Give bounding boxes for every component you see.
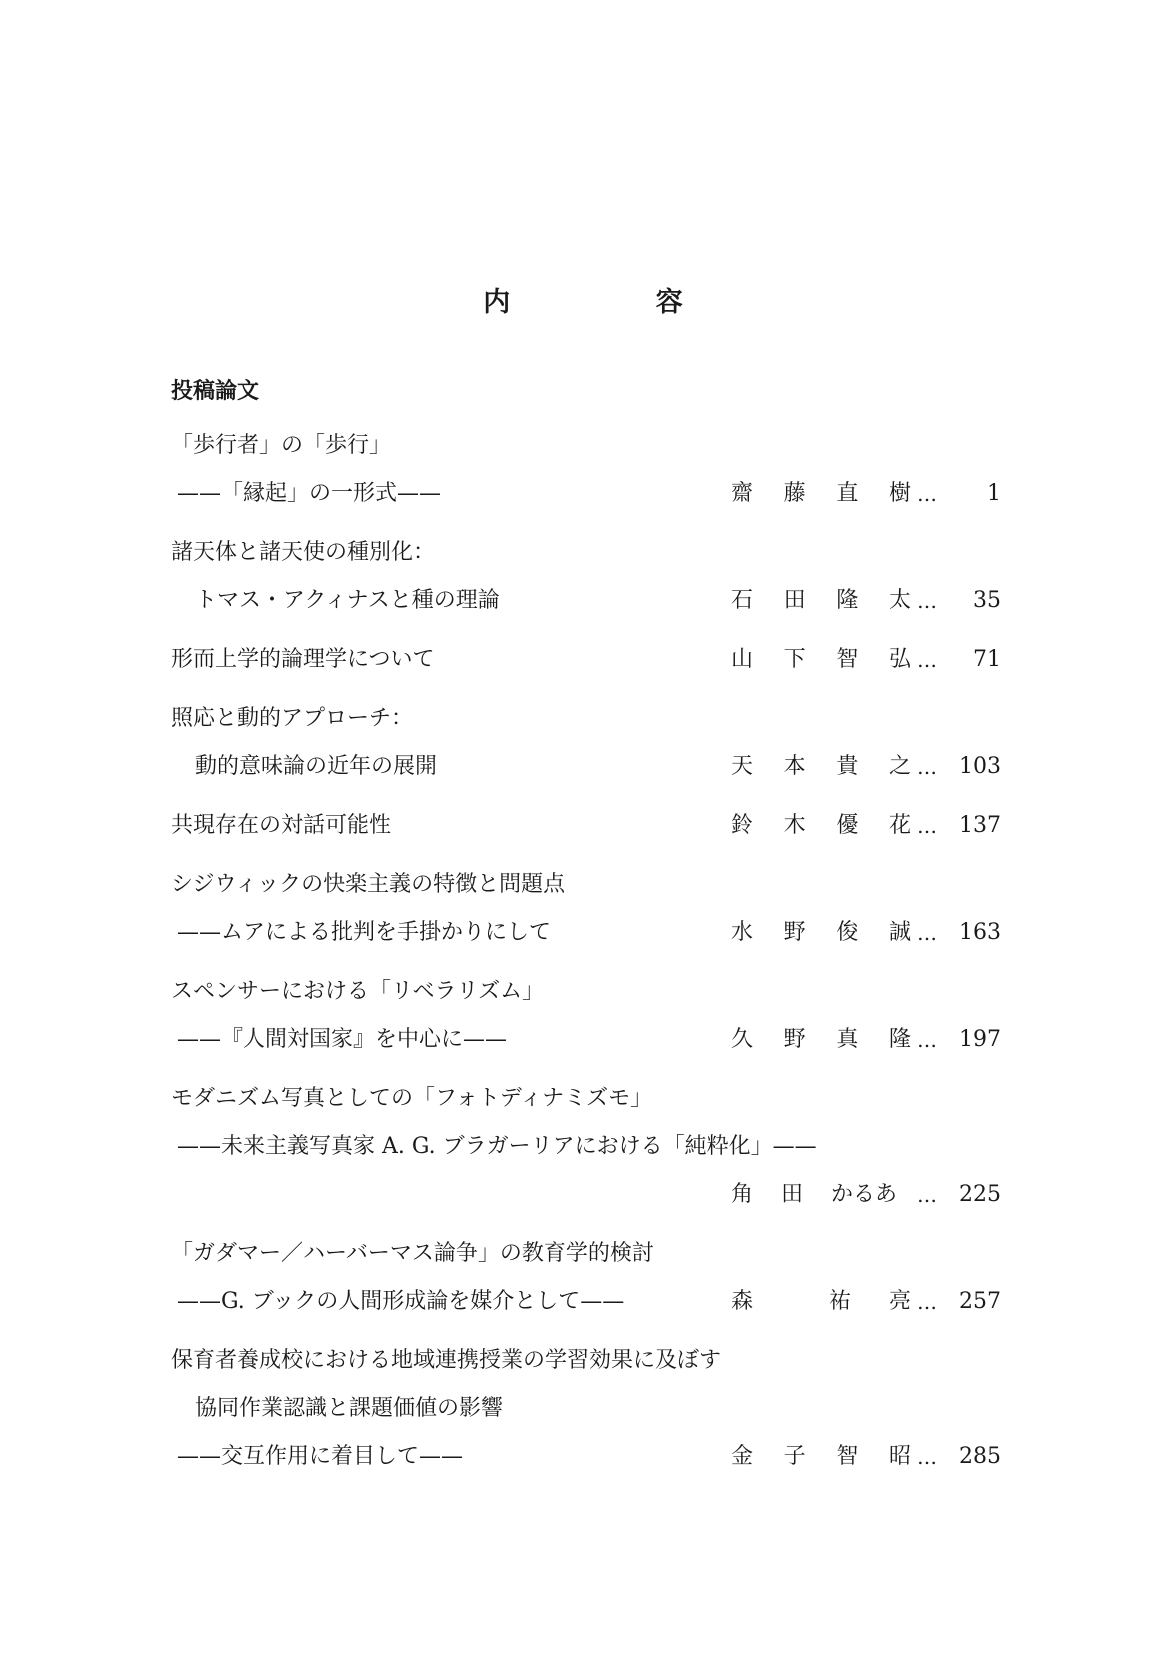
author-char: 智 (836, 1444, 859, 1469)
author-char: 森 (731, 1289, 754, 1314)
entry-text: 照応と動的アプローチ： (171, 706, 414, 731)
author-char: 子 (783, 1444, 806, 1469)
author-char: 貴 (836, 754, 859, 779)
toc-entry (171, 810, 1001, 842)
entry-subtitle-line (171, 1179, 1001, 1211)
author-char: 俊 (836, 920, 859, 945)
author-char: 亮 (888, 1289, 911, 1314)
author-char: 花 (888, 813, 911, 838)
toc-entry (171, 976, 1001, 1056)
toc-entry (171, 1083, 1001, 1211)
entry-subtitle-line (171, 1286, 1001, 1318)
leader-dots: … (917, 1028, 937, 1052)
entry-text: 保育者養成校における地域連携授業の学習効果に及ぼす (171, 1348, 722, 1373)
toc-entry (171, 1345, 1001, 1473)
author-char: 木 (783, 813, 806, 838)
entry-author (731, 810, 911, 842)
author-char: 昭 (888, 1444, 911, 1469)
entry-title-line (171, 976, 1001, 1008)
entry-title-line (171, 430, 1001, 462)
leader-dots: … (917, 1183, 937, 1207)
author-char: 藤 (783, 481, 806, 506)
author-char: 弘 (888, 647, 911, 672)
author-char: 野 (783, 1027, 806, 1052)
entry-author (731, 1441, 911, 1473)
entry-author (731, 751, 911, 783)
author-char: 田 (783, 588, 806, 613)
toc-entry (171, 869, 1001, 949)
entry-subtitle-line (171, 1441, 1001, 1473)
author-char: 本 (783, 754, 806, 779)
author-char: 太 (888, 588, 911, 613)
entry-author (731, 585, 911, 617)
author-char: 之 (888, 754, 911, 779)
entry-author (731, 1179, 911, 1211)
entry-text: ——ムアによる批判を手掛かりにして (177, 920, 552, 945)
page-number: 35 (973, 588, 1001, 613)
author-char: 隆 (836, 588, 859, 613)
author-char: 角 (731, 1182, 754, 1207)
entry-subtitle-line (171, 585, 1001, 617)
entry-subtitle-line (171, 917, 1001, 949)
author-char: 直 (836, 481, 859, 506)
entry-text: ——『人間対国家』を中心に—— (177, 1027, 508, 1052)
author-char: 石 (731, 588, 754, 613)
entry-title-line (171, 869, 1001, 901)
author-char: 樹 (888, 481, 911, 506)
author-char: 天 (731, 754, 754, 779)
entry-subtitle-line (171, 751, 1001, 783)
entry-text: シジウィックの快楽主義の特徴と問題点 (171, 872, 566, 897)
author-char: 誠 (888, 920, 911, 945)
entry-text: ——G. ブックの人間形成論を媒介として—— (177, 1289, 625, 1314)
entry-text: 「歩行者」の「歩行」 (171, 433, 392, 458)
leader-dots: … (917, 921, 937, 945)
entry-text: 形而上学的論理学について (171, 647, 435, 672)
entry-text: 共現存在の対話可能性 (171, 813, 392, 838)
entry-text: ——未来主義写真家 A. G. ブラガーリアにおける「純粋化」—— (177, 1134, 817, 1159)
page-number: 285 (959, 1444, 1001, 1469)
entry-title-line (171, 810, 1001, 842)
author-char: 真 (836, 1027, 859, 1052)
entry-text: ——交互作用に着目して—— (177, 1444, 464, 1469)
toc-entry (171, 430, 1001, 510)
leader-dots: … (917, 648, 937, 672)
author-char: 山 (731, 647, 754, 672)
author-char: 水 (731, 920, 754, 945)
entry-text: ——「縁起」の一形式—— (177, 481, 442, 506)
entry-text: 諸天体と諸天使の種別化： (171, 540, 436, 565)
author-char: 下 (783, 647, 806, 672)
entry-text: 協同作業認識と課題価値の影響 (195, 1396, 504, 1421)
entry-subtitle-line (171, 1131, 1001, 1163)
leader-dots: … (917, 482, 937, 506)
author-char: 齋 (731, 481, 754, 506)
author-char: 智 (836, 647, 859, 672)
page-number: 103 (959, 754, 1001, 779)
entry-author (731, 1024, 911, 1056)
entry-text: モダニズム写真としての「フォトディナミズモ」 (171, 1086, 653, 1111)
author-char: 優 (836, 813, 859, 838)
entry-text: トマス・アクィナスと種の理論 (195, 588, 500, 613)
page-number: 71 (973, 647, 1001, 672)
toc-entry (171, 537, 1001, 617)
leader-dots: … (917, 755, 937, 779)
entry-author (731, 1286, 911, 1318)
section-heading: 投稿論文 (171, 379, 260, 404)
entry-title-line (171, 1345, 1001, 1377)
entry-author (731, 917, 911, 949)
page-number: 257 (959, 1289, 1001, 1314)
page-number: 197 (959, 1027, 1001, 1052)
page-number: 163 (959, 920, 1001, 945)
page-title: 内 容 (483, 287, 751, 318)
entry-title-line (171, 537, 1001, 569)
page-number: 225 (959, 1182, 1001, 1207)
entry-author (731, 644, 911, 676)
author-char: 隆 (888, 1027, 911, 1052)
page-number: 137 (959, 813, 1001, 838)
entry-author (731, 478, 911, 510)
author-char: 祐 (828, 1289, 851, 1314)
entry-subtitle-line (171, 1393, 1001, 1425)
entry-text: スペンサーにおける「リベラリズム」 (171, 979, 545, 1004)
entry-title-line (171, 1238, 1001, 1270)
author-char: 野 (783, 920, 806, 945)
entry-title-line (171, 1083, 1001, 1115)
entry-text (171, 1182, 195, 1207)
leader-dots: … (917, 1290, 937, 1314)
author-char: 鈴 (731, 813, 754, 838)
toc-entry (171, 703, 1001, 783)
entry-title-line (171, 703, 1001, 735)
entry-text: 動的意味論の近年の展開 (195, 754, 438, 779)
toc-entry (171, 644, 1001, 676)
page-number: 1 (987, 481, 1001, 506)
author-char: 久 (731, 1027, 754, 1052)
table-of-contents (171, 430, 1001, 1500)
leader-dots: … (917, 814, 937, 838)
entry-subtitle-line (171, 478, 1001, 510)
leader-dots: … (917, 589, 937, 613)
author-char: かるあ (831, 1182, 898, 1207)
entry-title-line (171, 644, 1001, 676)
toc-entry (171, 1238, 1001, 1318)
entry-text: 「ガダマー／ハーバーマス論争」の教育学的検討 (171, 1241, 654, 1266)
author-char: 金 (731, 1444, 754, 1469)
entry-subtitle-line (171, 1024, 1001, 1056)
author-char: 田 (781, 1182, 804, 1207)
leader-dots: … (917, 1445, 937, 1469)
